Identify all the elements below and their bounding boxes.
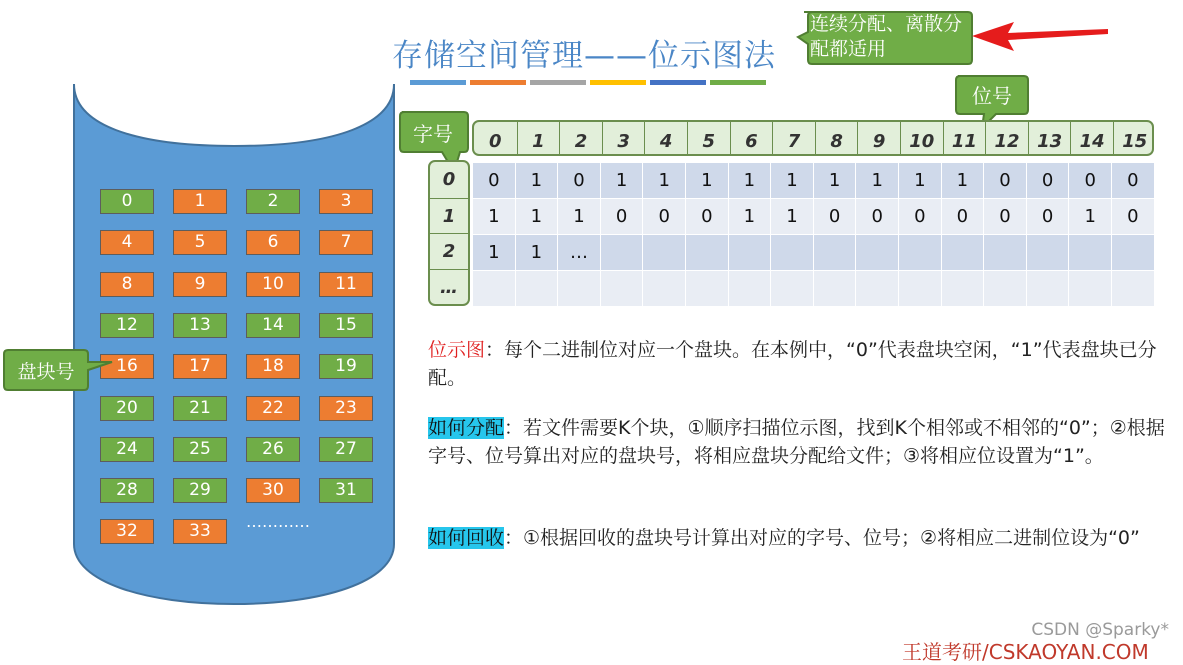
- title-stripe: [650, 80, 706, 85]
- word-row-label: 0: [442, 169, 456, 190]
- disk-block: 25: [173, 437, 227, 462]
- disk-block: 1: [173, 189, 227, 214]
- bitmap-cell: 1: [472, 198, 515, 234]
- bitmap-cell: 0: [941, 198, 984, 234]
- bit-column-label: 12: [985, 122, 1028, 154]
- bitmap-cell: [813, 270, 856, 306]
- bitmap-cell: 1: [770, 162, 813, 198]
- disk-block: 19: [319, 354, 373, 379]
- bitmap-cell: [983, 270, 1026, 306]
- bitmap-cell: [642, 270, 685, 306]
- bitmap-cell: [898, 234, 941, 270]
- bitmap-cell: [813, 234, 856, 270]
- definition-term: 位示图: [428, 339, 486, 361]
- bitmap-cell: 1: [813, 162, 856, 198]
- bitmap-cell: 0: [557, 162, 600, 198]
- bit-column-label: 15: [1113, 122, 1156, 154]
- bit-column-label: 8: [815, 122, 858, 154]
- definition-text: ：每个二进制位对应一个盘块。在本例中，“0”代表盘块空闲，“1”代表盘块已分配。: [428, 339, 1157, 389]
- bitmap-cell: [557, 270, 600, 306]
- callout-block-number-text: 盘块号: [17, 361, 75, 383]
- bitmap-cell: [728, 234, 771, 270]
- bitmap-cell: 1: [770, 198, 813, 234]
- disk-block: 4: [100, 230, 154, 255]
- disk-block: 20: [100, 396, 154, 421]
- bitmap-cell: 1: [642, 162, 685, 198]
- callout-applicability-text: 连续分配、离散分配都适用: [810, 13, 963, 60]
- definition-paragraph: [428, 336, 1168, 392]
- bitmap-cell: 0: [1026, 198, 1069, 234]
- bitmap-cell: 1: [1068, 198, 1111, 234]
- disk-block: 21: [173, 396, 227, 421]
- watermark: CSDN @Sparky*: [1031, 620, 1169, 640]
- disk-block: 9: [173, 272, 227, 297]
- bitmap-cell: 1: [855, 162, 898, 198]
- bitmap-cell: 1: [685, 162, 728, 198]
- bitmap-grid: [472, 162, 1154, 306]
- disk-block: 26: [246, 437, 300, 462]
- bitmap-cell: [983, 234, 1026, 270]
- bitmap-cell: 1: [515, 234, 558, 270]
- bit-column-label: 2: [559, 122, 602, 154]
- disk-block: 5: [173, 230, 227, 255]
- callout-word-number-text: 字号: [413, 122, 453, 146]
- bit-column-label: 0: [489, 131, 502, 152]
- disk-block: 28: [100, 478, 154, 503]
- bitmap-cell: 1: [600, 162, 643, 198]
- bitmap-cell: [941, 234, 984, 270]
- title-stripe: [470, 80, 526, 85]
- disk-block: 27: [319, 437, 373, 462]
- bitmap-cell: 0: [1068, 162, 1111, 198]
- disk-block: 22: [246, 396, 300, 421]
- word-row-label: 1: [430, 198, 468, 234]
- allocate-term: 如何分配: [428, 417, 505, 439]
- disk-block: 32: [100, 519, 154, 544]
- reclaim-text: ：①根据回收的盘块号计算出对应的字号、位号；②将相应二进制位设为“0”: [504, 527, 1140, 549]
- bitmap-cell: 0: [1111, 162, 1154, 198]
- bitmap-cell: [1026, 270, 1069, 306]
- disk-block: 30: [246, 478, 300, 503]
- bitmap-cell: [855, 270, 898, 306]
- disk-block: 31: [319, 478, 373, 503]
- bitmap-row-header: [428, 160, 470, 306]
- disk-block: 13: [173, 313, 227, 338]
- disk-block: 12: [100, 313, 154, 338]
- footer-brand: 王道考研/CSKAOYAN.COM: [902, 640, 1149, 664]
- disk-block: 24: [100, 437, 154, 462]
- bitmap-cell: 1: [728, 162, 771, 198]
- bitmap-cell: [1026, 234, 1069, 270]
- disk-block: 10: [246, 272, 300, 297]
- bitmap-column-header: [472, 120, 1154, 156]
- title-stripe: [410, 80, 466, 85]
- bitmap-cell: [898, 270, 941, 306]
- bit-column-label: 13: [1028, 122, 1071, 154]
- bitmap-cell: [1111, 270, 1154, 306]
- bit-column-label: 3: [602, 122, 645, 154]
- bitmap-cell: 1: [728, 198, 771, 234]
- bitmap-cell: 0: [983, 162, 1026, 198]
- bitmap-cell: [728, 270, 771, 306]
- disk-block: 0: [100, 189, 154, 214]
- bitmap-cell: 0: [600, 198, 643, 234]
- bitmap-cell: 1: [941, 162, 984, 198]
- disk-block: 8: [100, 272, 154, 297]
- disk-block-ellipsis: …………: [246, 512, 310, 531]
- bitmap-cell: 1: [515, 198, 558, 234]
- title-stripe: [710, 80, 766, 85]
- bitmap-cell: 1: [515, 162, 558, 198]
- bitmap-cell: [855, 234, 898, 270]
- bitmap-cell: [1111, 234, 1154, 270]
- bitmap-cell: …: [557, 234, 600, 270]
- bit-column-label: 5: [687, 122, 730, 154]
- bitmap-cell: [642, 234, 685, 270]
- red-arrow-icon: [972, 20, 1112, 56]
- reclaim-paragraph: [428, 524, 1168, 552]
- bit-column-label: 9: [857, 122, 900, 154]
- bit-column-label: 1: [517, 122, 560, 154]
- allocate-text: ：若文件需要K个块，①顺序扫描位示图，找到K个相邻或不相邻的“0”；②根据字号、位号算出对应的盘块号，将相应盘块分配给文件；③将相应位设置为“1”。: [428, 417, 1165, 467]
- bit-column-label: 10: [900, 122, 943, 154]
- disk-block: 16: [100, 354, 154, 379]
- bitmap-cell: 0: [642, 198, 685, 234]
- title-stripe: [590, 80, 646, 85]
- disk-block: 14: [246, 313, 300, 338]
- bitmap-cell: 0: [898, 198, 941, 234]
- disk-block: 17: [173, 354, 227, 379]
- bitmap-cell: [472, 270, 515, 306]
- disk-block: 6: [246, 230, 300, 255]
- bitmap-cell: [1068, 270, 1111, 306]
- disk-block: 7: [319, 230, 373, 255]
- bitmap-cell: [770, 234, 813, 270]
- bit-column-label: 11: [943, 122, 986, 154]
- disk-block: 11: [319, 272, 373, 297]
- page-title: 存储空间管理——位示图法: [392, 38, 776, 74]
- title-stripe: [530, 80, 586, 85]
- bitmap-cell: 0: [983, 198, 1026, 234]
- word-row-label: 2: [430, 233, 468, 269]
- disk-block: 23: [319, 396, 373, 421]
- disk-block: 18: [246, 354, 300, 379]
- disk-block: 2: [246, 189, 300, 214]
- bit-column-label: 4: [644, 122, 687, 154]
- bitmap-cell: [1068, 234, 1111, 270]
- disk-block: 29: [173, 478, 227, 503]
- bitmap-cell: [515, 270, 558, 306]
- callout-bit-number-text: 位号: [972, 84, 1012, 108]
- disk-block: 33: [173, 519, 227, 544]
- bitmap-cell: 0: [1026, 162, 1069, 198]
- bitmap-cell: [600, 234, 643, 270]
- word-row-label: …: [430, 269, 468, 305]
- bitmap-cell: 0: [813, 198, 856, 234]
- bitmap-cell: [600, 270, 643, 306]
- bitmap-cell: 0: [1111, 198, 1154, 234]
- allocate-paragraph: [428, 414, 1168, 470]
- bitmap-cell: 0: [855, 198, 898, 234]
- bit-column-label: 6: [730, 122, 773, 154]
- bit-column-label: 14: [1070, 122, 1113, 154]
- reclaim-term: 如何回收: [428, 527, 505, 549]
- bitmap-cell: 1: [898, 162, 941, 198]
- bitmap-cell: 0: [685, 198, 728, 234]
- bitmap-cell: 1: [557, 198, 600, 234]
- disk-block: 3: [319, 189, 373, 214]
- bitmap-cell: 1: [472, 234, 515, 270]
- bitmap-cell: [941, 270, 984, 306]
- disk-block: 15: [319, 313, 373, 338]
- bitmap-cell: [685, 234, 728, 270]
- bit-column-label: 7: [772, 122, 815, 154]
- bitmap-cell: 0: [472, 162, 515, 198]
- bitmap-cell: [770, 270, 813, 306]
- bitmap-cell: [685, 270, 728, 306]
